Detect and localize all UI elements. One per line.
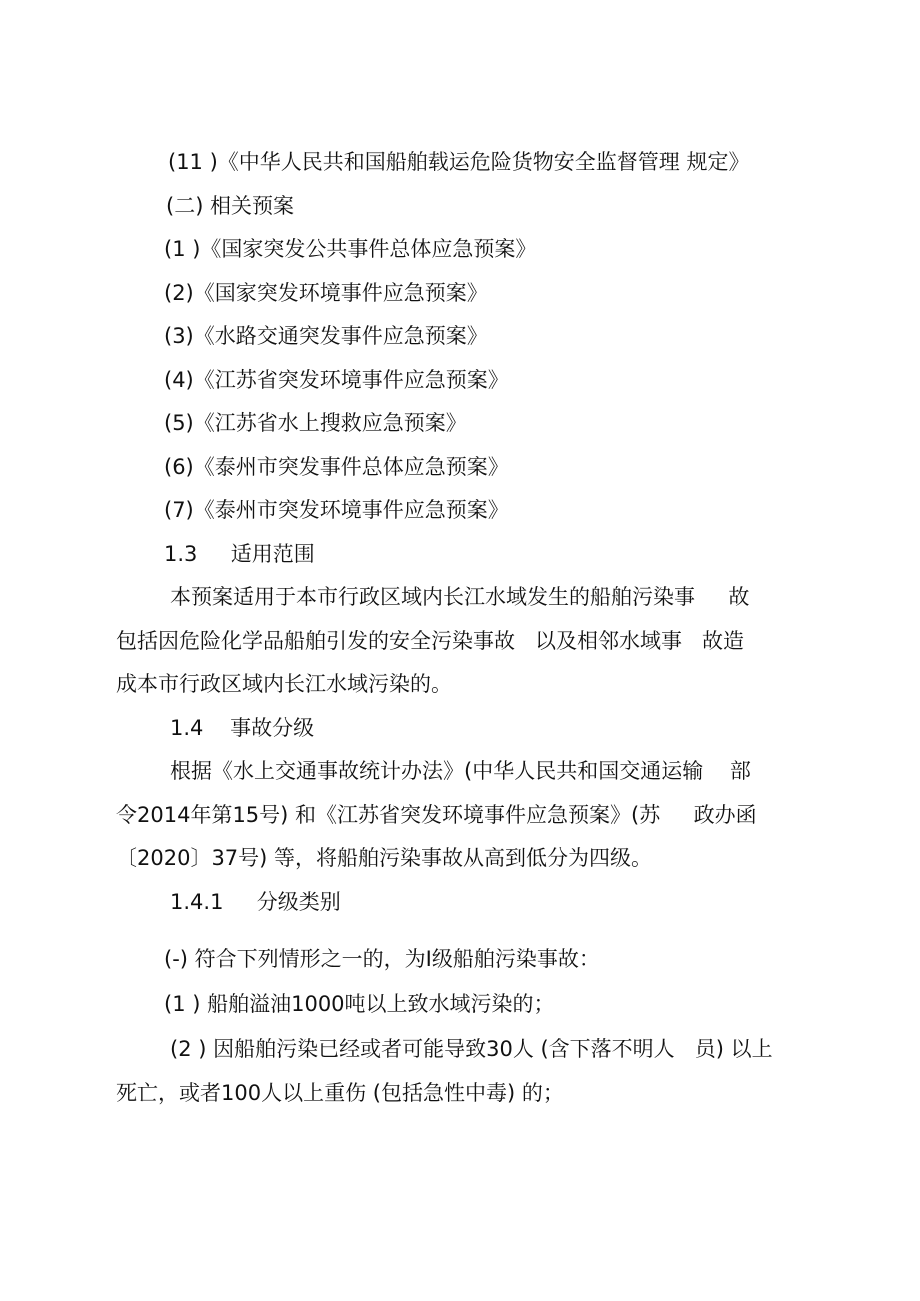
paragraph-scope-line-3: 成本市行政区域内长江水域污染的。: [116, 672, 452, 696]
text-line-plan-4: (4)《江苏省突发环境事件应急预案》: [164, 368, 509, 392]
text-line-level-1-item-2b: 死亡，或者100人以上重伤 (包括急性中毒) 的；: [116, 1081, 564, 1105]
text-line-level-1-item-2a: (2 ) 因船舶污染已经或者可能导致30人 (含下落不明人 员) 以上: [170, 1037, 773, 1061]
paragraph-grading-line-1: 根据《水上交通事故统计办法》(中华人民共和国交通运输 部: [170, 759, 751, 783]
paragraph-scope-line-2: 包括因危险化学品船舶引发的安全污染事故 以及相邻水域事 故造: [116, 629, 745, 653]
section-heading-1-3: 1.3 适用范围: [164, 542, 315, 566]
text-line-plan-2: (2)《国家突发环境事件应急预案》: [164, 281, 488, 305]
paragraph-grading-line-3: 〔2020〕37号) 等，将船舶污染事故从高到低分为四级。: [116, 846, 653, 870]
paragraph-scope-line-1: 本预案适用于本市行政区域内长江水域发生的船舶污染事 故: [170, 585, 750, 609]
section-heading-related-plans: (二) 相关预案: [166, 194, 295, 218]
text-line-plan-7: (7)《泰州市突发环境事件应急预案》: [164, 498, 509, 522]
text-line-regulation-11: (11 )《中华人民共和国船舶载运危险货物安全监督管理 规定》: [168, 150, 750, 174]
section-heading-1-4: 1.4 事故分级: [170, 716, 315, 740]
text-line-plan-3: (3)《水路交通突发事件应急预案》: [164, 324, 488, 348]
section-heading-1-4-1: 1.4.1 分级类别: [170, 890, 341, 914]
text-line-level-1-intro: (-) 符合下列情形之一的，为I级船舶污染事故：: [164, 947, 600, 971]
text-line-plan-1: (1 )《国家突发公共事件总体应急预案》: [164, 237, 537, 261]
text-line-level-1-item-1: (1 ) 船舶溢油1000吨以上致水域污染的；: [164, 992, 555, 1016]
paragraph-grading-line-2: 令2014年第15号) 和《江苏省突发环境事件应急预案》(苏 政办函: [116, 803, 757, 827]
text-line-plan-6: (6)《泰州市突发事件总体应急预案》: [164, 455, 509, 479]
text-line-plan-5: (5)《江苏省水上搜救应急预案》: [164, 411, 467, 435]
